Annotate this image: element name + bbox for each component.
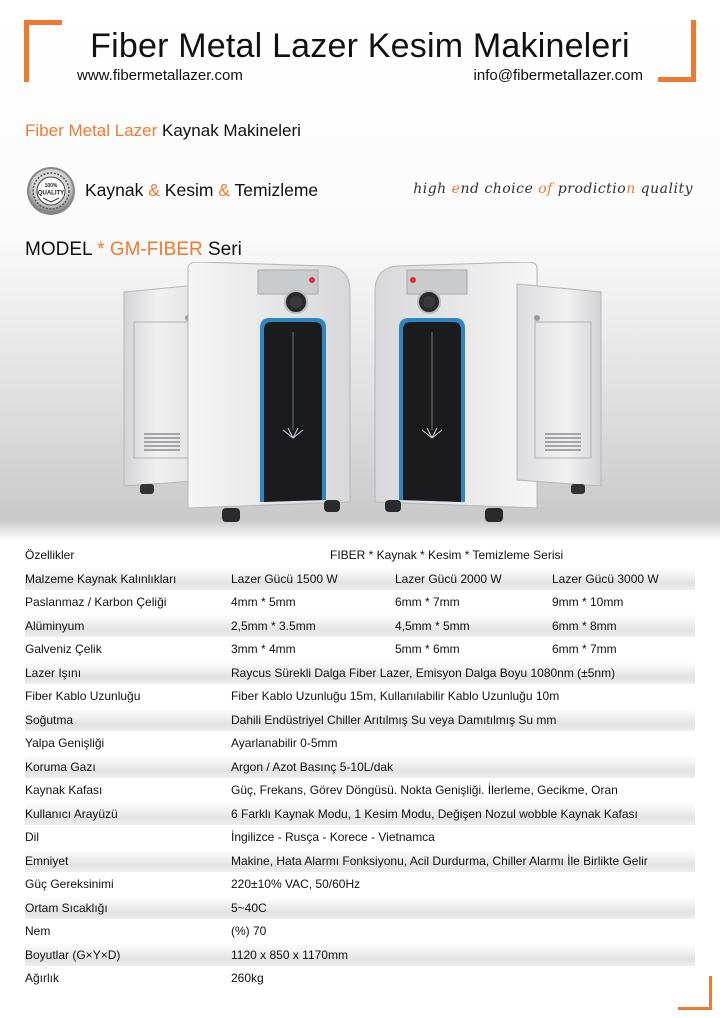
slogan-part: high xyxy=(413,181,452,197)
spec-value: Raycus Sürekli Dalga Fiber Lazer, Emisyon Dalga Boyu 1080nm (±5nm) xyxy=(231,665,616,680)
table-row xyxy=(25,966,695,990)
table-row xyxy=(25,590,695,614)
spec-value: Fiber Kablo Uzunluğu 15m, Kullanılabilir Kablo Uzunluğu 10m xyxy=(231,689,560,703)
spec-value: Lazer Gücü 3000 W xyxy=(552,571,659,586)
feature-cutting: Kesim xyxy=(159,180,219,200)
spec-value: Argon / Azot Basınç 5-10L/dak xyxy=(231,759,394,774)
spec-value: 260kg xyxy=(231,971,264,985)
website-link[interactable]: www.fibermetallazer.com xyxy=(77,67,243,84)
spec-value: Güç, Frekans, Görev Döngüsü. Nokta Genişliği. İlerleme, Gecikme, Oran xyxy=(231,783,618,797)
model-suffix: Seri xyxy=(202,239,242,260)
quality-badge-icon xyxy=(26,166,76,216)
spec-value: Dahili Endüstriyel Chiller Arıtılmış Su veya Damıtılmış Su mm xyxy=(231,712,557,727)
table-row xyxy=(25,708,695,732)
ampersand-1: & xyxy=(148,180,160,200)
spec-label: Galveniz Çelik xyxy=(25,642,102,656)
table-row xyxy=(25,802,695,826)
table-row xyxy=(25,567,695,591)
subheading-highlight: Fiber Metal Lazer xyxy=(25,121,158,140)
page-title: Fiber Metal Lazer Kesim Makineleri xyxy=(90,27,630,65)
ampersand-2: & xyxy=(218,180,230,200)
specs-header-label: Özellikler xyxy=(25,548,75,562)
table-row xyxy=(25,849,695,873)
spec-value: 4,5mm * 5mm xyxy=(395,618,470,633)
spec-value: 1120 x 850 x 1170mm xyxy=(231,947,348,962)
table-row xyxy=(25,731,695,755)
feature-welding: Kaynak xyxy=(85,180,149,200)
model-star: * xyxy=(97,239,110,260)
slogan xyxy=(413,181,693,197)
spec-label: Fiber Kablo Uzunluğu xyxy=(25,689,141,703)
spec-value: Ayarlanabilir 0-5mm xyxy=(231,736,338,750)
slogan-part: prodictio xyxy=(552,181,627,197)
subheading xyxy=(25,121,301,141)
badge-main-text: QUALITY xyxy=(37,190,65,197)
spec-label: Ortam Sıcaklığı xyxy=(25,900,108,915)
specs-table xyxy=(25,543,695,990)
slogan-part: quality xyxy=(635,181,693,197)
spec-label: Alüminyum xyxy=(25,618,85,633)
table-row xyxy=(25,943,695,967)
spec-value: 2,5mm * 3.5mm xyxy=(231,618,316,633)
table-row xyxy=(25,755,695,779)
spec-value: 6mm * 8mm xyxy=(552,618,617,633)
badge-top-text: 100% xyxy=(44,183,58,189)
specs-header-row xyxy=(25,543,695,567)
model-prefix: MODEL xyxy=(25,239,98,260)
spec-value: 6 Farklı Kaynak Modu, 1 Kesim Modu, Değişen Nozul wobble Kaynak Kafası xyxy=(231,806,638,821)
table-row xyxy=(25,661,695,685)
spec-value: 9mm * 10mm xyxy=(552,595,624,609)
spec-label: Paslanmaz / Karbon Çeliği xyxy=(25,595,167,609)
slogan-part: nd choice xyxy=(460,181,539,197)
spec-label: Yalpa Genişliği xyxy=(25,736,105,750)
table-row xyxy=(25,637,695,661)
table-row xyxy=(25,825,695,849)
spec-label: Dil xyxy=(25,830,39,844)
spec-value: 5~40C xyxy=(231,900,267,915)
machine-image-left xyxy=(118,262,358,534)
spec-label: Nem xyxy=(25,924,51,938)
table-row xyxy=(25,872,695,896)
spec-label: Koruma Gazı xyxy=(25,759,96,774)
model-heading xyxy=(25,239,242,261)
spec-label: Boyutlar (G×Y×D) xyxy=(25,947,121,962)
spec-label: Ağırlık xyxy=(25,971,60,985)
model-name: GM-FIBER xyxy=(109,239,203,260)
spec-value: 3mm * 4mm xyxy=(231,642,296,656)
spec-label: Kullanıcı Arayüzü xyxy=(25,806,118,821)
spec-label: Kaynak Kafası xyxy=(25,783,103,797)
spec-value: Makine, Hata Alarmı Fonksiyonu, Acil Durdurma, Chiller Alarmı İle Birlikte Gelir xyxy=(231,853,648,868)
spec-value: 5mm * 6mm xyxy=(395,642,460,656)
machine-image-right xyxy=(367,262,607,534)
feature-line xyxy=(85,180,318,201)
spec-label: Lazer Işını xyxy=(25,665,82,680)
spec-label: Güç Gereksinimi xyxy=(25,877,114,891)
table-row xyxy=(25,684,695,708)
slogan-accent: n xyxy=(626,181,636,197)
spec-label: Emniyet xyxy=(25,853,69,868)
specs-header-value: FIBER * Kaynak * Kesim * Temizleme Serisi xyxy=(330,548,564,562)
spec-value: 220±10% VAC, 50/60Hz xyxy=(231,877,361,891)
table-row xyxy=(25,778,695,802)
specs-body xyxy=(25,567,695,990)
spec-value: (%) 70 xyxy=(231,924,267,938)
spec-value: 6mm * 7mm xyxy=(395,595,460,609)
spec-value: 6mm * 7mm xyxy=(552,642,617,656)
subheading-rest: Kaynak Makineleri xyxy=(157,121,301,140)
spec-value: İngilizce - Rusça - Korece - Vietnamca xyxy=(231,830,435,844)
spec-label: Malzeme Kaynak Kalınlıkları xyxy=(25,571,177,586)
slogan-accent: e xyxy=(451,181,461,197)
spec-label: Soğutma xyxy=(25,712,74,727)
email-link[interactable]: info@fibermetallazer.com xyxy=(473,67,643,84)
slogan-accent: of xyxy=(538,181,553,197)
feature-cleaning: Temizleme xyxy=(229,180,319,200)
table-row xyxy=(25,614,695,638)
spec-value: 4mm * 5mm xyxy=(231,595,296,609)
spec-value: Lazer Gücü 1500 W xyxy=(231,571,338,586)
spec-value: Lazer Gücü 2000 W xyxy=(395,571,502,586)
table-row xyxy=(25,919,695,943)
table-row xyxy=(25,896,695,920)
